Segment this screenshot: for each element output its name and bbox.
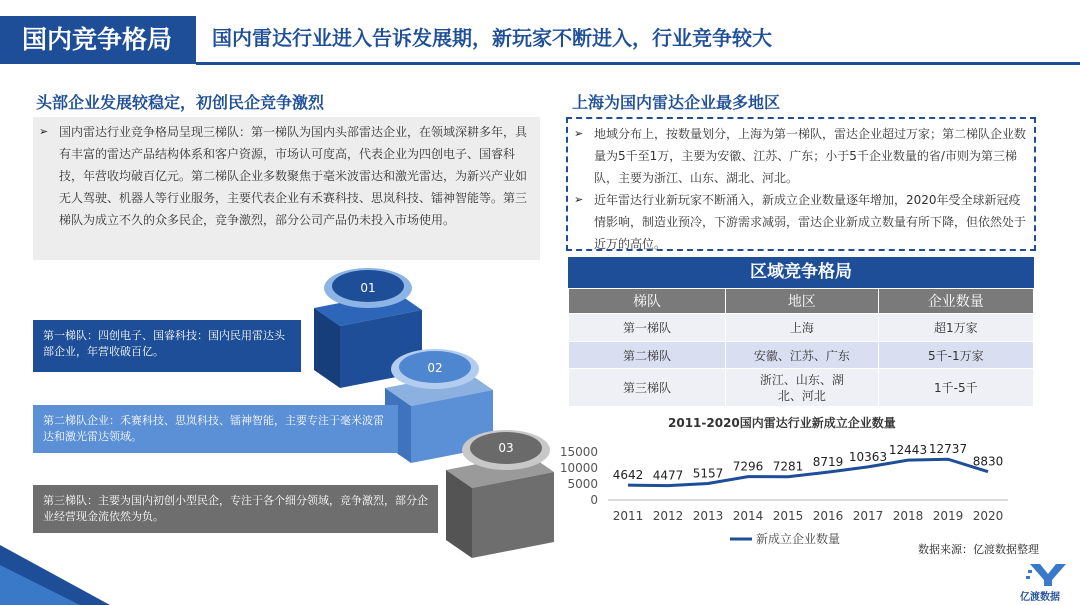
- yidu-logo-mark: [1026, 562, 1072, 588]
- tier-2-text: 第二梯队企业：禾赛科技、思岚科技、镭神智能，主要专注于毫米波雷达和激光雷达领域。: [43, 414, 384, 443]
- left-summary-box: [33, 117, 540, 260]
- table-cell: 1千-5千: [878, 369, 1033, 407]
- data-label: 7296: [732, 459, 764, 474]
- tier-3-text: 第三梯队：主要为国内初创小型民企，专注于各个细分领域，竞争激烈，部分企业经营现金流依然为负。: [43, 494, 428, 523]
- y-tick-label: 5000: [567, 477, 598, 491]
- x-tick-label: 2019: [932, 509, 964, 523]
- chart-title: 2011-2020国内雷达行业新成立企业数量: [668, 416, 896, 430]
- logo-text: 亿渡数据: [1020, 592, 1060, 603]
- table-cell: 浙江、山东、湖北、河北: [726, 369, 879, 407]
- data-label: 4642: [612, 468, 644, 483]
- tier-1-number: 01: [360, 281, 376, 295]
- tier-2-box: [33, 405, 398, 453]
- table-cell: 超1万家: [878, 314, 1033, 342]
- table-cell: 安徽、江苏、广东: [726, 342, 879, 369]
- data-label: 7281: [772, 459, 804, 474]
- table-cell: 5千-1万家: [878, 342, 1033, 369]
- right-summary-box: [566, 117, 1036, 251]
- data-label: 4477: [652, 468, 684, 483]
- region-table: [568, 288, 1034, 407]
- x-tick-label: 2013: [692, 509, 724, 523]
- table-cell: 上海: [726, 314, 879, 342]
- x-tick-label: 2020: [972, 509, 1004, 523]
- tier-1-text: 第一梯队：四创电子、国睿科技：国内民用雷达头部企业，年营收破百亿。: [43, 329, 285, 358]
- corner-decoration: [0, 545, 120, 605]
- tier-1-box: [33, 320, 301, 372]
- section-tag: 国内竞争格局: [0, 16, 196, 64]
- right-bullet-2: ➢ 近年雷达行业新玩家不断涌入，新成立企业数量逐年增加，2020年受全球新冠疫情影响，制造业预冷，下游需求减弱，雷达企业新成立数量有所下降，但依然处于近万的高位。: [568, 189, 1026, 255]
- right-bullet-1: ➢ 地域分布上，按数量划分，上海为第一梯队，雷达企业超过万家；第二梯队企业数量为5千至1万，主要为安徽、江苏、广东；小于5千企业数量的省/市则为第三梯队，主要为浙江、山东、湖北、河北。: [568, 123, 1026, 189]
- left-summary-text: ➢ 国内雷达行业竞争格局呈现三梯队：第一梯队为国内头部雷达企业，在领域深耕多年，具有丰富的雷达产品结构体系和客户资源，市场认可度高，代表企业为四创电子、国睿科技，年营收均破百亿元。第二梯队企业多数聚焦于毫米波雷达和激光雷达，为新兴产业如无人驾驶、机器人等行业服务，主要代表企业有禾赛科技、思岚科技、镭神智能等。第三梯队为成立不久的众多民企，竞争激烈，部分公司产品仍未投入市场使用。: [33, 121, 528, 231]
- x-tick-label: 2015: [772, 509, 804, 523]
- legend-label: 新成立企业数量: [756, 532, 841, 546]
- table-cell: 第二梯队: [569, 342, 726, 369]
- page-title: 国内雷达行业进入告诉发展期，新玩家不断进入，行业竞争较大: [212, 26, 772, 50]
- data-label: 12443: [888, 443, 928, 458]
- x-tick-label: 2012: [652, 509, 684, 523]
- tier-3-box: [33, 485, 438, 533]
- data-source: 数据来源：亿渡数据整理: [918, 543, 1039, 556]
- data-label: 12737: [928, 442, 968, 457]
- table-header-region: 地区: [726, 289, 879, 314]
- y-tick-label: 15000: [560, 445, 598, 459]
- table-cell: 第一梯队: [569, 314, 726, 342]
- x-tick-label: 2017: [852, 509, 884, 523]
- tier-3-number: 03: [498, 441, 514, 455]
- table-row: [569, 342, 1034, 369]
- x-tick-label: 2016: [812, 509, 844, 523]
- table-row: [569, 369, 1034, 407]
- region-table-title: 区域竞争格局: [568, 257, 1034, 288]
- data-label: 8719: [812, 455, 844, 470]
- tier-2-number: 02: [427, 361, 443, 375]
- table-cell: 第三梯队: [569, 369, 726, 407]
- table-header-count: 企业数量: [878, 289, 1033, 314]
- table-row: [569, 314, 1034, 342]
- table-header-tier: 梯队: [569, 289, 726, 314]
- data-label: 8830: [972, 454, 1004, 469]
- x-tick-label: 2011: [612, 509, 644, 523]
- left-section-title: 头部企业发展较稳定，初创民企竞争激烈: [36, 93, 325, 112]
- y-tick-label: 10000: [560, 461, 598, 475]
- right-section-title: 上海为国内雷达企业最多地区: [572, 93, 781, 112]
- line-chart: [560, 432, 1035, 550]
- y-tick-label: 0: [590, 493, 598, 507]
- header-divider: [196, 62, 1080, 65]
- data-label: 5157: [692, 466, 724, 481]
- x-tick-label: 2018: [892, 509, 924, 523]
- data-label: 10363: [848, 449, 888, 464]
- x-tick-label: 2014: [732, 509, 764, 523]
